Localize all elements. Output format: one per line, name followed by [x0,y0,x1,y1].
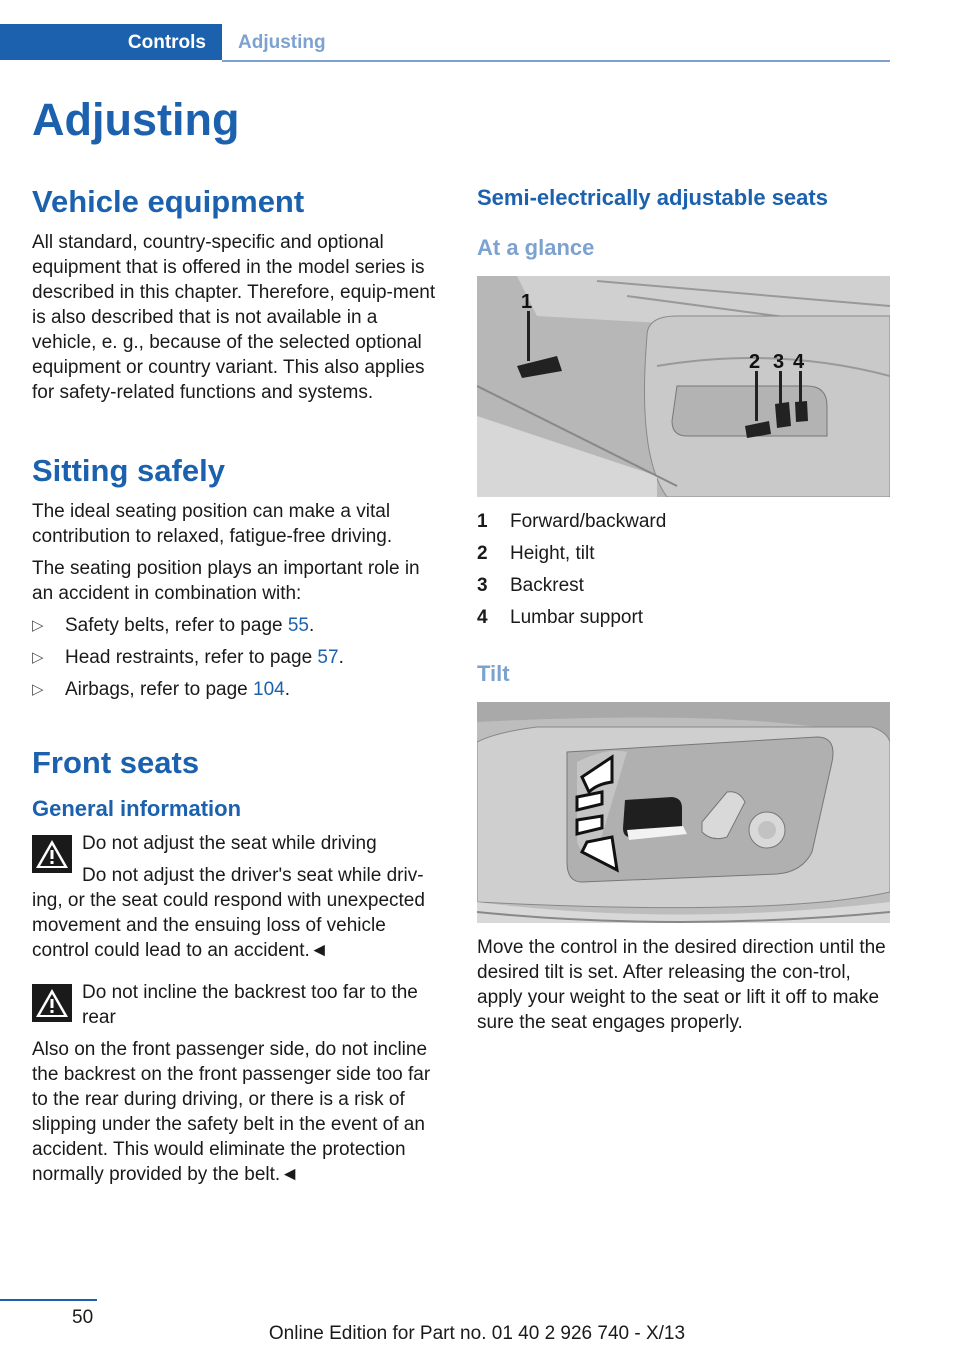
footer-divider [0,1299,97,1301]
header-divider [222,60,890,62]
item-label: Lumbar support [510,607,644,628]
warning-box [32,831,446,963]
item-label: Forward/backward [510,511,667,532]
callout-2: 2 [749,351,761,373]
controls-list [477,509,890,630]
warning-title: Do not incline the backrest too far to the rear [82,982,418,1028]
list-item-text: Head restraints, refer to page [65,647,318,668]
callout-3: 3 [773,351,785,373]
bullet-triangle-icon: ▷ [32,617,44,634]
left-column [32,92,446,1187]
list-item-end: . [284,679,290,700]
warning-text: Do not adjust the driver's seat while driv-ing, or the seat could respond with unexpected movement and the ensuing loss of vehicle control could lead to an accident.◄ [32,865,425,961]
list-item-text: Airbags, refer to page [65,679,253,700]
page-link-57[interactable]: 57 [317,647,339,668]
front-seats-heading: Front seats [32,745,200,780]
warning-icon [32,835,72,873]
right-column [477,184,890,1035]
item-number: 1 [477,511,488,532]
callout-4: 4 [793,351,805,373]
sitting-safely-heading: Sitting safely [32,453,225,488]
list-item [32,645,446,670]
tab-adjusting[interactable]: Adjusting [238,32,326,53]
item-number: 2 [477,543,488,564]
list-item [477,541,890,566]
item-label: Backrest [510,575,584,596]
page-link-55[interactable]: 55 [287,615,309,636]
item-number: 3 [477,575,488,596]
tab-controls[interactable] [0,24,222,60]
tab-controls-label: Controls [127,32,206,53]
page-number: 50 [72,1307,94,1328]
bullet-triangle-icon: ▷ [32,681,44,698]
warning-icon [32,984,72,1022]
list-item-end: . [309,615,315,636]
at-a-glance-heading: At a glance [477,235,595,260]
list-item-text: Safety belts, refer to page [65,615,288,636]
vehicle-equipment-text: All standard, country-specific and optional equipment that is offered in the model series is described in this chapter. Therefore, equip-ment is also described that is not available in a vehicle, e. g., because of the selected optional equipment or country variant. This also applies for safety-related functions and systems. [32,232,436,403]
tilt-heading: Tilt [477,661,510,686]
semi-electric-heading: Semi-electrically adjustable seats [477,185,828,210]
page-link-104[interactable]: 104 [253,679,285,700]
list-item [32,613,446,638]
warning-title: Do not adjust the seat while driving [82,833,377,854]
list-item [477,605,890,630]
general-information-heading: General information [32,796,242,821]
list-item-end: . [338,647,344,668]
sitting-safely-p1: The ideal seating position can make a vital contribution to relaxed, fatigue-free driving. [32,501,393,547]
tilt-text: Move the control in the desired direction until the desired tilt is set. After releasing the con-trol, apply your weight to the seat or lift it off to make sure the seat engages properly. [477,937,886,1033]
sitting-safely-p2: The seating position plays an important role in an accident in combination with: [32,558,420,604]
bullet-triangle-icon: ▷ [32,649,44,666]
list-item [477,573,890,598]
safety-list [32,613,446,702]
warning-box [32,980,446,1187]
item-label: Height, tilt [510,543,595,564]
page-title: Adjusting [32,94,240,145]
warning-text: Also on the front passenger side, do not incline the backrest on the front passenger side too far to the rear during driving, or there is a risk of slipping under the safety belt in the event of an accident. This would eliminate the protection normally provided by the belt.◄ [32,1039,431,1185]
seat-controls-illustration [477,276,890,497]
tilt-control-illustration [477,702,890,923]
callout-1: 1 [521,291,533,313]
header-tabs [0,24,890,62]
list-item [477,509,890,534]
list-item [32,677,446,702]
edition-note: Online Edition for Part no. 01 40 2 926 740 - X/13 [268,1323,686,1344]
item-number: 4 [477,607,488,628]
vehicle-equipment-heading: Vehicle equipment [32,184,305,219]
